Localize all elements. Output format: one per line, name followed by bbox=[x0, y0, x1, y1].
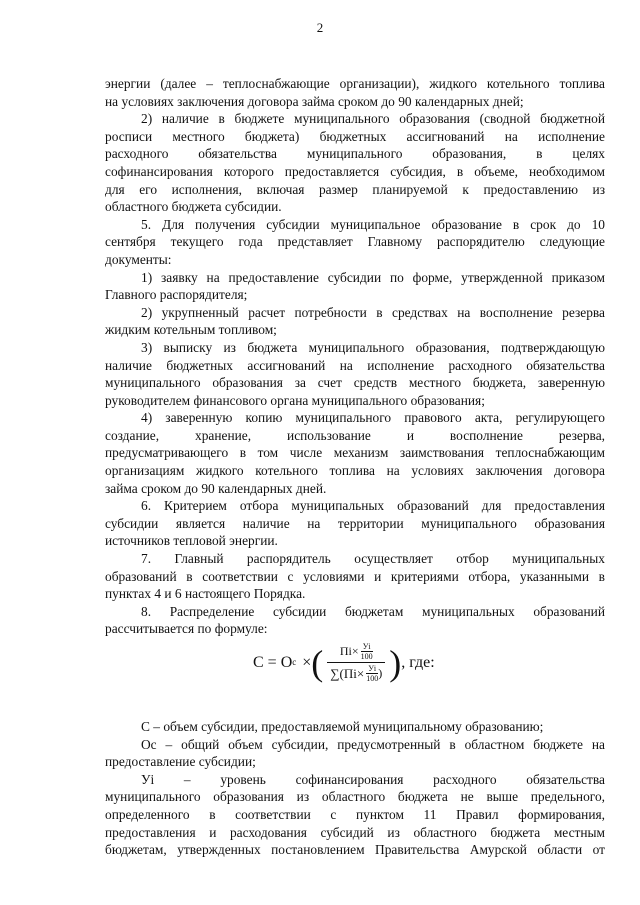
page-number: 2 bbox=[316, 20, 324, 35]
left-paren: ( bbox=[311, 642, 324, 683]
text-line: на условиях заключения договора займа сроком до 90 календарных дней; bbox=[105, 93, 524, 109]
text-line: источников тепловой энергии. bbox=[105, 533, 278, 549]
text-line: 6. Критерием отбора муниципальных образований для предоставления bbox=[141, 498, 605, 514]
formula-tail: , где: bbox=[401, 653, 435, 671]
formula-times: × bbox=[302, 653, 312, 671]
text-line: 8. Распределение субсидии бюджетам муниципальных образований bbox=[141, 603, 605, 619]
right-paren: ) bbox=[389, 642, 402, 683]
text-line: 5. Для получения субсидии муниципальное образование в срок до 10 bbox=[141, 216, 605, 232]
text-line: муниципального образования из областного бюджета не выше предельного, bbox=[105, 789, 605, 805]
text-line: рассчитывается по формуле: bbox=[105, 621, 268, 637]
text-line: областного бюджета субсидии. bbox=[105, 199, 282, 215]
text-line: С – объем субсидии, предоставляемой муниципальному образованию; bbox=[141, 719, 544, 734]
inner-frac-bottom: 100 bbox=[360, 652, 373, 661]
text-line: 1) заявку на предоставление субсидии по форме, утвержденной приказом bbox=[141, 269, 605, 285]
text-line: 3) выписку из бюджета муниципального образования, подтверждающую bbox=[141, 339, 605, 355]
text-line: 7. Главный распорядитель осуществляет отбор муниципальных bbox=[141, 551, 605, 567]
formula-numerator: Пi× bbox=[339, 643, 359, 658]
text-line: сентября текущего года представляет Главному распорядителю следующие bbox=[105, 234, 605, 250]
text-line: муниципального образования за счет средств местного бюджета, заверенную bbox=[105, 375, 605, 391]
text-line: займа сроком до 90 календарных дней. bbox=[105, 480, 327, 496]
subsidy-formula bbox=[105, 638, 605, 700]
text-line: Уi – уровень софинансирования расходного обязательства bbox=[141, 771, 605, 787]
formula-fraction bbox=[327, 642, 385, 683]
text-line: Главного распорядителя; bbox=[105, 287, 248, 303]
fraction-bar bbox=[327, 662, 385, 663]
text-line: для его исполнения, включая размер планируемой к предоставлению из bbox=[105, 181, 605, 197]
inner-frac-top: Уi bbox=[362, 642, 371, 651]
text-line: руководителем финансового органа муниципального образования; bbox=[105, 392, 485, 408]
text-line: энергии (далее – теплоснабжающие организации), жидкого котельного топлива bbox=[105, 76, 605, 91]
text-line: жидким котельным топливом; bbox=[105, 322, 277, 338]
text-line: предоставление субсидии; bbox=[105, 754, 256, 770]
text-line: росписи местного бюджета) бюджетных ассигнований на исполнение bbox=[105, 128, 605, 144]
text-line: определенного в соответствии с пунктом 11 Правил формирования, bbox=[105, 806, 605, 822]
document-body bbox=[105, 75, 605, 859]
text-line: образований в соответствии с условиями и критериями отбора, указанными в bbox=[105, 568, 605, 584]
text-line: бюджетам, утвержденных постановлением Правительства Амурской области от bbox=[105, 842, 605, 858]
formula-lhs: С = О bbox=[253, 653, 293, 671]
text-line: предоставления и расходования субсидий из областного бюджета местным bbox=[105, 824, 605, 840]
text-line: 2) наличие в бюджете муниципального образования (сводной бюджетной bbox=[141, 111, 605, 127]
text-line: документы: bbox=[105, 251, 172, 267]
formula-denominator: ∑(Пi× bbox=[330, 665, 365, 681]
text-line: наличие бюджетных ассигнований на исполнение расходного обязательства bbox=[105, 357, 605, 373]
text-line: расходного обязательства муниципального образования, в целях bbox=[105, 146, 605, 162]
text-line: организациям жидкого котельного топлива на условиях заключения договора bbox=[105, 463, 605, 479]
text-line: Ос – общий объем субсидии, предусмотренный в областном бюджете на bbox=[141, 736, 605, 752]
text-line: 2) укрупненный расчет потребности в средствах на восполнение резерва bbox=[141, 304, 605, 320]
text-line: создание, хранение, использование и восполнение резерва, bbox=[105, 427, 605, 443]
text-line: софинансирования которого предоставляется субсидия, в объеме, необходимом bbox=[105, 163, 605, 179]
text-line: пунктах 4 и 6 настоящего Порядка. bbox=[105, 586, 306, 602]
text-line: предусматривающего в том числе механизм заимствования теплоснабжающим bbox=[105, 445, 605, 461]
text-line: субсидии является наличие на территории муниципального образования bbox=[105, 515, 605, 531]
inner-frac-bottom-2: 100 bbox=[366, 674, 379, 683]
inner-frac-top-2: Уi bbox=[368, 664, 377, 673]
formula-denominator-close: ) bbox=[378, 665, 383, 680]
formula-lhs-subscript: с bbox=[292, 656, 297, 667]
text-line: 4) заверенную копию муниципального правового акта, регулирующего bbox=[141, 410, 605, 426]
